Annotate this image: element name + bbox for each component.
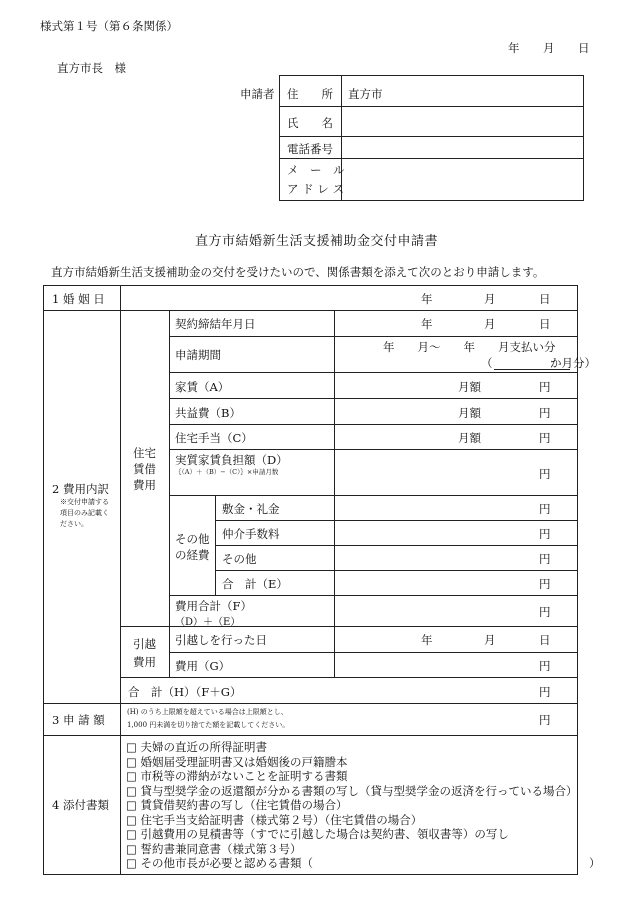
total-f-yen: 円 [539,605,551,619]
attachment-item-5: □ 賃貸借契約書の写し（住宅賃借の場合） [126,798,348,812]
housing-group-1: 住宅 [133,446,156,460]
contract-day: 日 [539,317,551,331]
expense-label: 2 費用内訳 [52,482,109,496]
address-label: 住 所 [287,87,333,101]
attachment-item-4: □ 貸与型奨学金の返還額が分かる書類の写し（貸与型奨学金の返済を行っている場合） [126,783,578,798]
expense-note-2: 項目のみ記載く [60,509,109,517]
housing-group-2: 賃借 [133,462,156,476]
request-note-1: (H) のうち上限額を超えている場合は上限額とし、 [127,708,288,716]
other-label: その他 [222,552,257,566]
total-h-label: 合 計（H）（F＋G） [128,685,242,699]
deposit-label: 敷金・礼金 [222,502,280,516]
addressee: 直方市長 様 [57,61,126,75]
marriage-year: 年 [421,292,433,306]
allowance-label: 住宅手当（C） [175,431,253,445]
attachment-item-2: □ 婚姻届受理証明書又は婚姻後の戸籍謄本 [126,754,348,769]
subtotal-e-yen: 円 [539,577,551,591]
housing-group-3: 費用 [133,478,156,492]
other-yen: 円 [539,552,551,566]
rent-monthly: 月額 [458,380,481,394]
request-label: 3 申 請 額 [52,713,105,727]
marriage-day: 日 [539,292,551,306]
expense-note-1: ※交付申請する [60,498,109,506]
agent-fee-yen: 円 [539,527,551,541]
mail-label-line2: ア ド レ ス [287,182,344,196]
rent-label: 家賃（A） [175,380,230,394]
moving-cost-yen: 円 [539,659,551,673]
phone-label: 電話番号 [287,142,333,156]
allowance-yen: 円 [539,431,551,445]
deposit-yen: 円 [539,502,551,516]
common-fee-label: 共益費（B） [175,406,241,420]
form-number: 様式第１号（第６条関係） [40,19,178,33]
total-f-formula: （D）＋（E） [175,617,241,628]
actual-burden-note: ｛（A）＋（B）−（C）｝×申請月数 [175,468,279,476]
moving-cost-label: 費用（G） [175,659,231,673]
date-day-label: 日 [578,41,590,55]
document-title: 直方市結婚新生活支援補助金交付申請書 [195,234,439,249]
name-label: 氏 名 [287,116,333,130]
total-f-label: 費用合計（F） [175,599,252,613]
actual-burden-label: 実質家賃負担額（D） [175,453,288,467]
moving-day: 日 [539,633,551,647]
expense-note-3: ださい。 [60,520,88,528]
mail-label-line1: メ ー ル [287,163,345,177]
applicant-label: 申請者 [240,87,275,101]
period-label: 申請期間 [175,348,221,362]
subtotal-e-label: 合 計（E） [222,577,288,591]
actual-yen: 円 [539,467,551,481]
marriage-month: 月 [484,292,496,306]
moving-date-label: 引越しを行った日 [175,633,267,647]
moving-year: 年 [421,633,433,647]
attachment-item-8: □ 誓約書兼同意書（様式第３号） [126,841,302,856]
contract-date-label: 契約締結年月日 [175,317,256,331]
allowance-monthly: 月額 [458,431,481,445]
agent-fee-label: 仲介手数料 [222,527,280,541]
attachment-item-6: □ 住宅手当支給証明書（様式第２号）（住宅賃借の場合） [126,812,423,827]
period-text-2: （ か月分） [481,356,596,370]
date-month-label: 月 [543,41,555,55]
other-group-2: の経費 [175,548,210,562]
rent-yen: 円 [539,380,551,394]
attachment-item-1: □ 夫婦の直近の所得証明書 [126,740,268,754]
intro-text: 直方市結婚新生活支援補助金の交付を受けたいので、関係書類を添えて次のとおり申請します。 [51,265,545,279]
request-note-2: 1,000 円未満を切り捨てた額を記載してください。 [127,721,290,729]
contract-month: 月 [484,317,496,331]
request-yen: 円 [539,713,551,727]
attachment-item-3: □ 市税等の滞納がないことを証明する書類 [126,769,348,783]
total-h-yen: 円 [539,685,551,699]
moving-month: 月 [484,633,496,647]
attachment-item-7: □ 引越費用の見積書等（すでに引越した場合は契約書、領収書等）の写し [126,827,509,841]
period-text-1: 年 月～ 年 月支払い分 [383,340,556,354]
address-value: 直方市 [348,87,383,101]
marriage-date-label: 1 婚 姻 日 [52,292,105,306]
moving-group-2: 費用 [133,655,156,669]
other-group-1: その他 [175,532,210,546]
moving-group-1: 引越 [133,637,156,651]
common-monthly: 月額 [458,406,481,420]
common-yen: 円 [539,406,551,420]
date-year-label: 年 [508,41,520,55]
attachment-item-9: □ その他市長が必要と認める書類（ ） [126,856,601,870]
attachments-label: 4 添付書類 [52,798,109,812]
contract-year: 年 [421,317,433,331]
